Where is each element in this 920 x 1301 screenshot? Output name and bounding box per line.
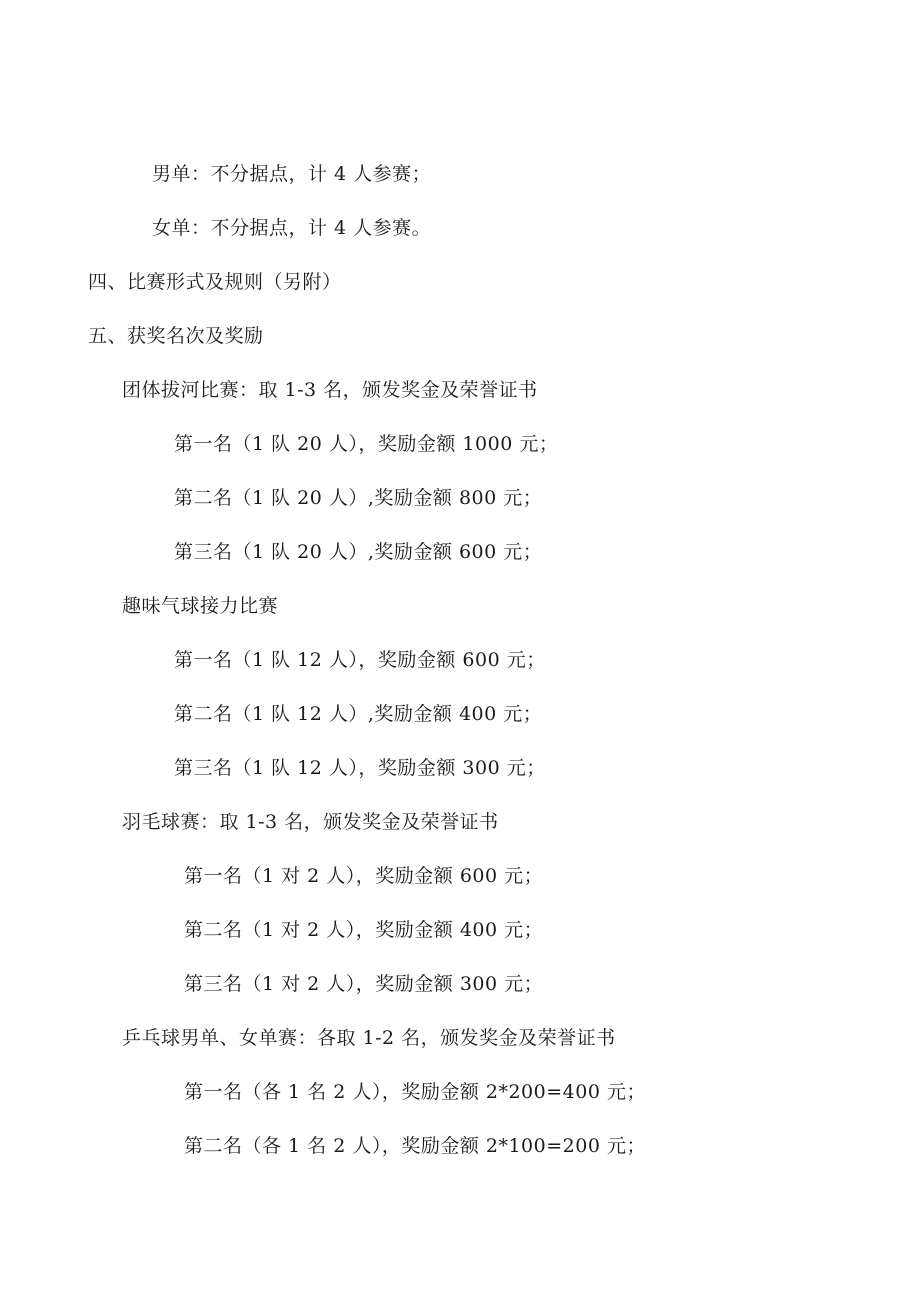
badminton-third: 第三名（1 对 2 人），奖励金额 300 元； [184,973,544,995]
section-five-heading: 五、获奖名次及奖励 [88,325,264,347]
section-four-heading: 四、比赛形式及规则（另附） [88,271,342,293]
tug-of-war-third: 第三名（1 队 20 人）,奖励金额 600 元； [174,541,543,563]
womens-singles-line: 女单：不分据点，计 4 人参赛。 [152,217,432,239]
tug-of-war-heading: 团体拔河比赛：取 1-3 名，颁发奖金及荣誉证书 [122,379,538,401]
table-tennis-first: 第一名（各 1 名 2 人），奖励金额 2*200=400 元； [184,1081,646,1103]
tug-of-war-first: 第一名（1 队 20 人），奖励金额 1000 元； [174,433,559,455]
balloon-relay-second: 第二名（1 队 12 人）,奖励金额 400 元； [174,703,543,725]
mens-singles-line: 男单：不分据点，计 4 人参赛； [152,163,432,185]
badminton-heading: 羽毛球赛：取 1-3 名，颁发奖金及荣誉证书 [122,811,499,833]
table-tennis-second: 第二名（各 1 名 2 人），奖励金额 2*100=200 元； [184,1135,646,1157]
badminton-first: 第一名（1 对 2 人），奖励金额 600 元； [184,865,544,887]
balloon-relay-third: 第三名（1 队 12 人），奖励金额 300 元； [174,757,546,779]
balloon-relay-first: 第一名（1 队 12 人），奖励金额 600 元； [174,649,546,671]
balloon-relay-heading: 趣味气球接力比赛 [122,595,279,617]
badminton-second: 第二名（1 对 2 人），奖励金额 400 元； [184,919,544,941]
tug-of-war-second: 第二名（1 队 20 人）,奖励金额 800 元； [174,487,543,509]
table-tennis-heading: 乒乓球男单、女单赛：各取 1-2 名，颁发奖金及荣誉证书 [122,1027,616,1049]
